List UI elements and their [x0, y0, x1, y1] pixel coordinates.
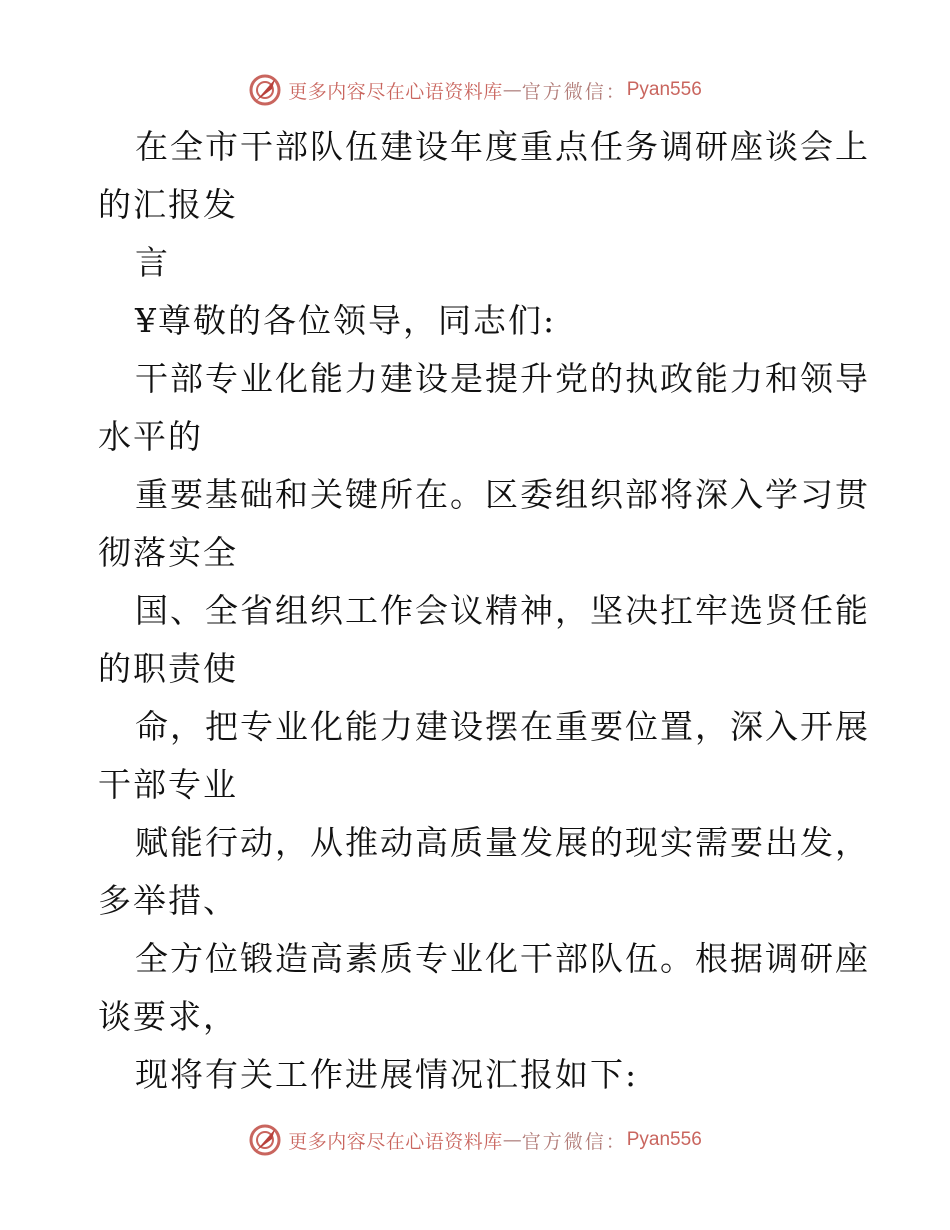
doc-salutation: ¥尊敬的各位领导，同志们: — [135, 301, 557, 340]
doc-paragraph-line: 国、全省组织工作会议精神，坚决扛牢选贤任能 — [135, 591, 870, 630]
doc-paragraph-line: 谈要求， — [98, 997, 238, 1036]
header-watermark — [0, 70, 950, 110]
watermark-wechat-id: Pyan556 — [626, 1129, 702, 1150]
doc-paragraph-line: 干部专业 — [98, 765, 238, 804]
doc-paragraph-line: 命，把专业化能力建设摆在重要位置，深入开展 — [135, 707, 870, 746]
watermark-dash: — — [502, 79, 522, 101]
doc-paragraph-line: 干部专业化能力建设是提升党的执政能力和领导 — [135, 359, 870, 398]
doc-paragraph-line: 赋能行动，从推动高质量发展的现实需要出发， — [135, 823, 870, 862]
doc-paragraph-line: 彻落实全 — [98, 533, 238, 572]
quill-logo-icon — [248, 1123, 282, 1157]
watermark-title: 更多内容尽在心语资料库 — [288, 80, 503, 103]
watermark-title: 更多内容尽在心语资料库 — [288, 1130, 503, 1153]
doc-title-line: 言 — [135, 243, 170, 282]
doc-paragraph-line: 全方位锻造高素质专业化干部队伍。根据调研座 — [135, 939, 870, 978]
watermark-subtitle: 官方微信： — [521, 1130, 627, 1153]
quill-logo-icon — [248, 73, 282, 107]
doc-paragraph-line: 现将有关工作进展情况汇报如下: — [135, 1055, 639, 1094]
watermark-wechat-id: Pyan556 — [626, 79, 702, 100]
footer-watermark — [0, 1120, 950, 1160]
doc-paragraph-line: 重要基础和关键所在。区委组织部将深入学习贯 — [135, 475, 870, 514]
watermark-dash: — — [502, 1129, 522, 1151]
watermark-subtitle: 官方微信： — [521, 80, 627, 103]
doc-paragraph-line: 水平的 — [98, 417, 203, 456]
doc-title-line: 的汇报发 — [98, 185, 238, 224]
document-body — [98, 118, 870, 1104]
doc-paragraph-line: 多举措、 — [98, 881, 238, 920]
doc-paragraph-line: 的职责使 — [98, 649, 238, 688]
doc-title-line: 在全市干部队伍建设年度重点任务调研座谈会上 — [135, 127, 870, 166]
